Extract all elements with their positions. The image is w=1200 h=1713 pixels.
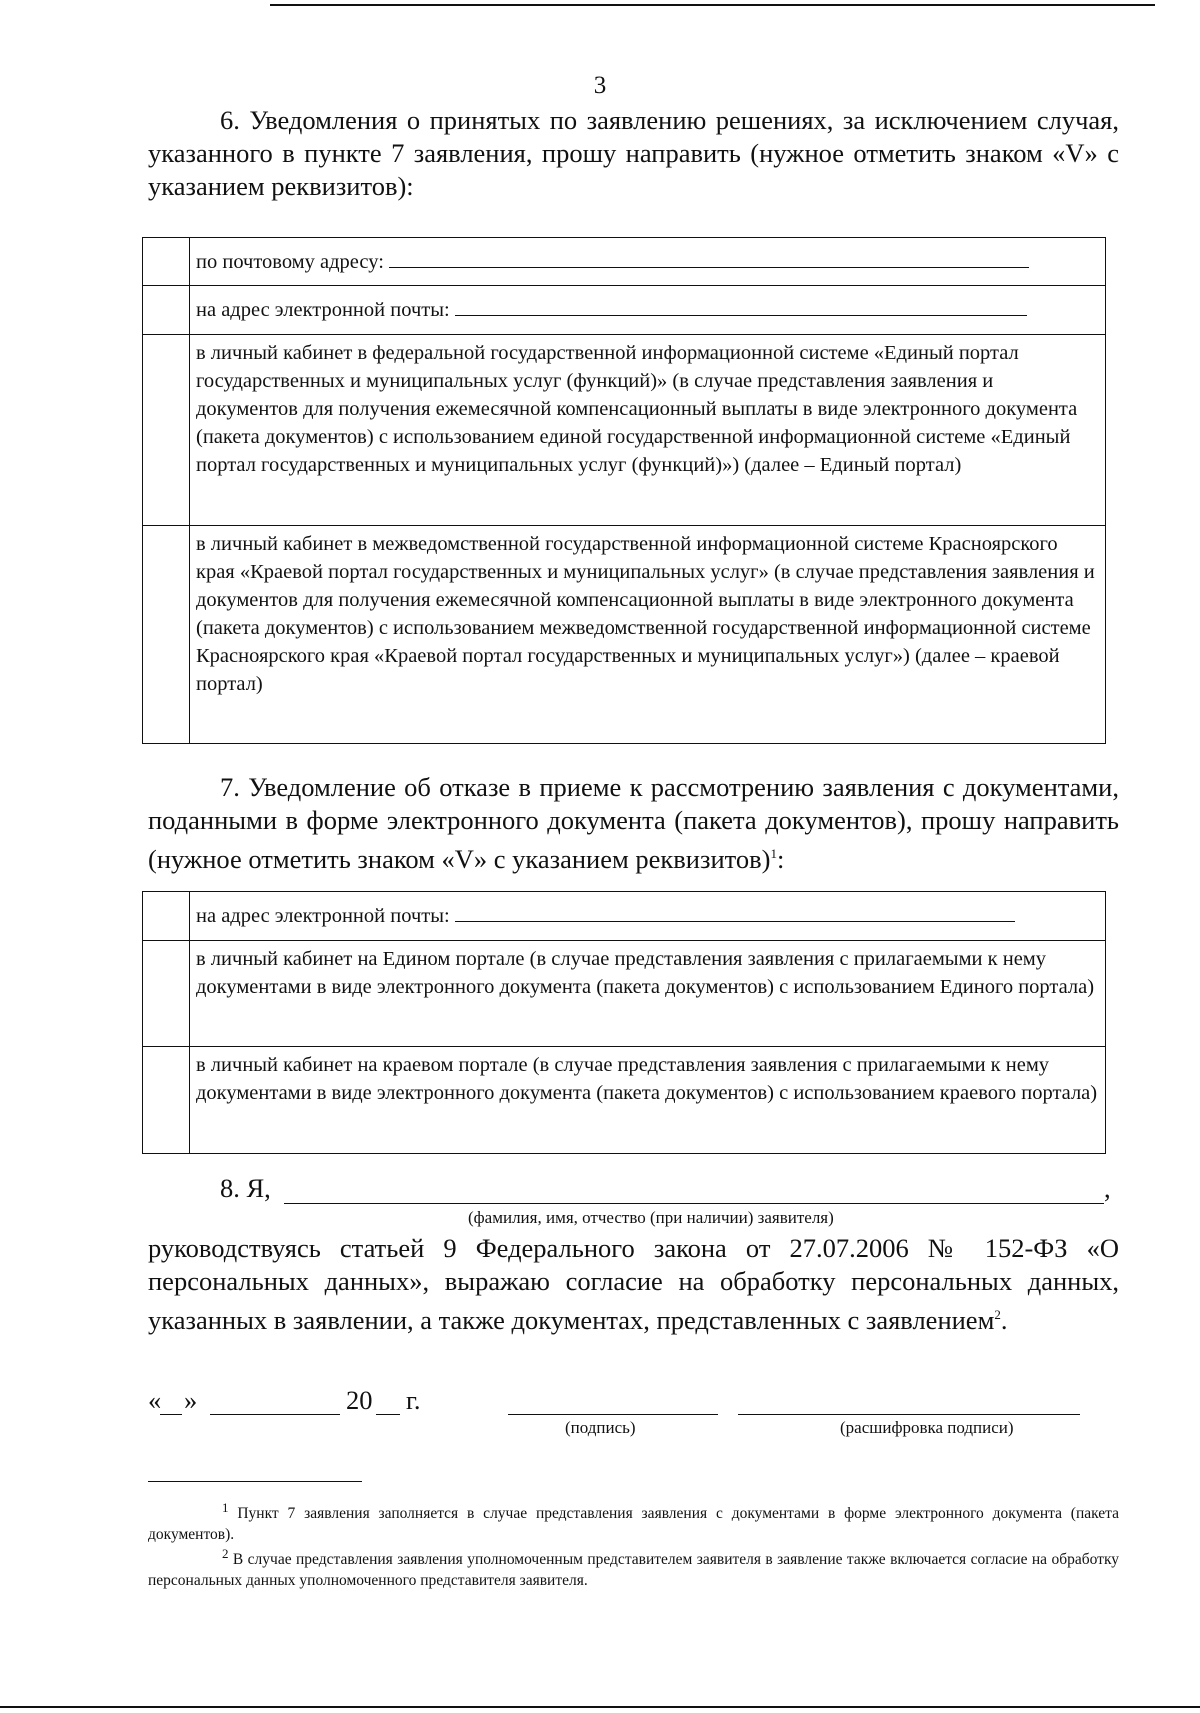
date-day-field[interactable] xyxy=(160,1414,182,1415)
footnote-1 xyxy=(148,1497,1119,1545)
footnote-2 xyxy=(148,1543,1119,1591)
option-row xyxy=(143,238,1106,286)
section-7-intro-text: 7. Уведомление об отказе в приеме к рассмотрению заявления с документами, поданными в форме электронного документа (пакета документов), прошу направить (нужное отметить знаком «V» с указанием реквизитов) xyxy=(148,772,1119,874)
postal-address-field[interactable] xyxy=(389,249,1029,268)
option-label-postal: по почтовому адресу: xyxy=(196,251,384,273)
section-8-start: 8. Я, xyxy=(220,1173,271,1203)
footnote-1-mark: 1 xyxy=(222,1500,229,1515)
option-label-regional-portal: в личный кабинет на краевом портале (в случае представления заявления с прилагаемыми к нему документами в виде электронного документа (пакета документов) с использованием краевого портала) xyxy=(190,1047,1106,1154)
email-address-field[interactable] xyxy=(455,903,1015,922)
option-label-email: на адрес электронной почты: xyxy=(196,905,450,927)
section-7-intro xyxy=(148,771,1119,876)
date-open-quote: « xyxy=(148,1385,162,1415)
top-border-line xyxy=(270,4,1155,6)
section-8-consent xyxy=(148,1232,1119,1337)
footnote-ref-1: 1 xyxy=(770,846,777,861)
option-row xyxy=(143,892,1106,941)
section-8-comma: , xyxy=(1104,1173,1111,1203)
footnote-1-text: Пункт 7 заявления заполняется в случае представления заявления с документами в форме электронного документа (пакета документов). xyxy=(148,1505,1120,1544)
bottom-border-line xyxy=(0,1706,1200,1708)
option-label-regional-portal: в личный кабинет в межведомственной государственной информационной системе Красноярского края «Краевой портал государственных и муниципальных услуг» (в случае представления заявления и документов для получения ежемесячной компенсационной выплаты в виде электронного документа (пакета документов) с использованием межведомственной государственной информационной системе Красноярского края «Краевой портал государственных и муниципальных услуг») (далее – краевой портал) xyxy=(190,526,1106,744)
section-6-intro: 6. Уведомления о принятых по заявлению решениях, за исключением случая, указанного в пункте 7 заявления, прошу направить (нужное отметить знаком «V» с указанием реквизитов): xyxy=(148,105,1119,201)
section-8-period: . xyxy=(1000,1304,1008,1335)
signature-decode-field[interactable] xyxy=(738,1414,1080,1415)
date-month-field[interactable] xyxy=(210,1414,340,1415)
option-label-email: на адрес электронной почты: xyxy=(196,299,450,321)
signature-field[interactable] xyxy=(508,1414,718,1415)
option-row xyxy=(143,335,1106,526)
footnote-ref-2: 2 xyxy=(994,1307,1001,1322)
footnote-2-text: В случае представления заявления уполномоченным представителем заявителя в заявление также включается согласие на обработку персональных данных уполномоченного представителя заявителя. xyxy=(148,1551,1120,1590)
option-row xyxy=(143,1047,1106,1154)
section-7-options-table xyxy=(142,891,1106,1154)
option-row xyxy=(143,526,1106,744)
option-row xyxy=(143,941,1106,1047)
option-checkbox[interactable] xyxy=(143,526,190,744)
option-checkbox[interactable] xyxy=(143,941,190,1047)
option-checkbox[interactable] xyxy=(143,238,190,286)
footnote-2-mark: 2 xyxy=(222,1546,229,1561)
date-close-quote: » xyxy=(184,1385,198,1415)
option-row xyxy=(143,286,1106,335)
applicant-name-field[interactable] xyxy=(284,1203,1104,1204)
footnote-separator xyxy=(148,1481,362,1482)
option-label-gosuslugi: в личный кабинет в федеральной государственной информационной системе «Единый портал государственных и муниципальных услуг (функций)» (в случае представления заявления и документов для получения ежемесячной компенсационный выплаты в виде электронного документа (пакета документов) с использованием единой государственной информационной системе «Единый портал государственных и муниципальных услуг (функций)») (далее – Единый портал) xyxy=(190,335,1106,526)
section-8-consent-text: руководствуясь статьей 9 Федерального закона от 27.07.2006 № 152-ФЗ «О персональных данных», выражаю согласие на обработку персональных данных, указанных в заявлении, а также документах, представленных с заявлением xyxy=(148,1233,1119,1335)
option-checkbox[interactable] xyxy=(143,1047,190,1154)
section-7-intro-colon: : xyxy=(776,843,785,874)
option-cell xyxy=(190,892,1106,941)
option-label-unified-portal: в личный кабинет на Едином портале (в случае представления заявления с прилагаемыми к нему документами в виде электронного документа (пакета документов) с использованием Единого портала) xyxy=(190,941,1106,1047)
applicant-name-caption: (фамилия, имя, отчество (при наличии) заявителя) xyxy=(468,1208,834,1227)
signature-decode-caption: (расшифровка подписи) xyxy=(840,1418,1014,1437)
date-year-suffix: г. xyxy=(406,1385,421,1415)
page-number: 3 xyxy=(593,72,607,99)
option-cell xyxy=(190,286,1106,335)
option-cell xyxy=(190,238,1106,286)
signature-caption: (подпись) xyxy=(565,1418,636,1437)
option-checkbox[interactable] xyxy=(143,286,190,335)
date-year-prefix: 20 xyxy=(346,1385,373,1415)
section-6-options-table xyxy=(142,237,1106,744)
option-checkbox[interactable] xyxy=(143,335,190,526)
date-year-field[interactable] xyxy=(376,1414,400,1415)
option-checkbox[interactable] xyxy=(143,892,190,941)
email-address-field[interactable] xyxy=(455,297,1027,316)
